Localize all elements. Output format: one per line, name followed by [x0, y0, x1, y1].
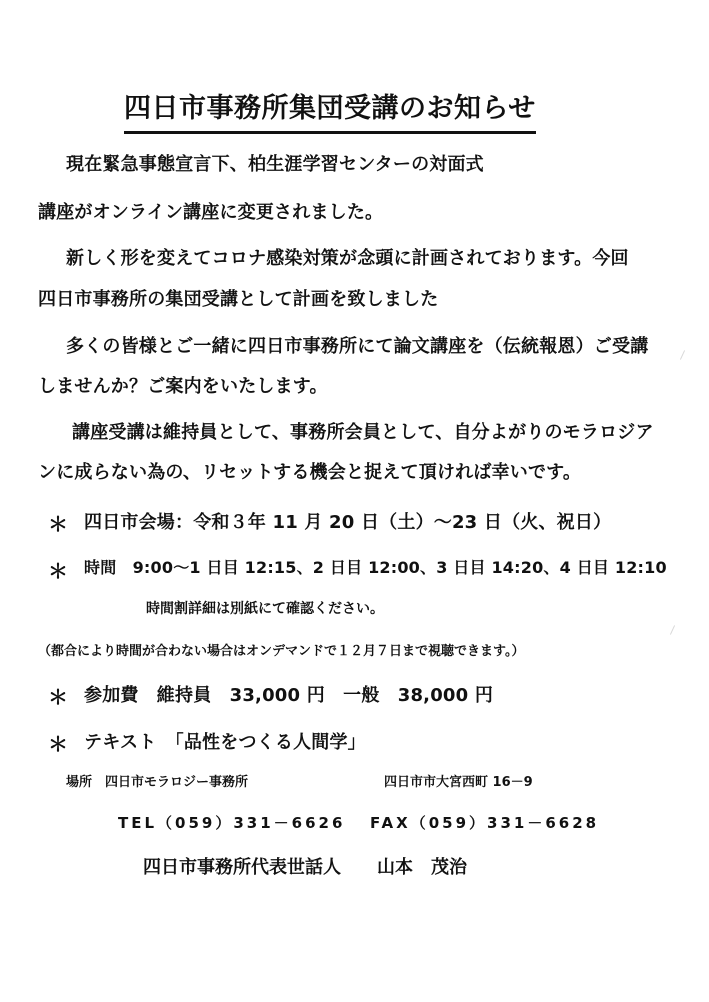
- representative-name: 山本 茂治: [377, 857, 467, 878]
- scan-mark: [670, 625, 675, 634]
- time-note: 時間割詳細は別紙にて確認ください。: [146, 601, 384, 617]
- venue-line: 四日市会場：令和３年 11 月 20 日（土）～23 日（火、祝日）: [84, 512, 612, 533]
- bullet-asterisk: ＊: [48, 512, 68, 536]
- paragraph-line-1: 現在緊急事態宣言下、柏生涯学習センターの対面式: [66, 154, 484, 175]
- representative-role: 四日市事務所代表世話人: [143, 857, 341, 878]
- bullet-asterisk: ＊: [48, 559, 68, 583]
- paragraph-line-6: しませんか？ご案内をいたします。: [38, 376, 328, 397]
- paragraph-line-8: ンに成らない為の、リセットする機会と捉えて頂ければ幸いです。: [38, 462, 582, 483]
- place-label: 場所 四日市モラロジー事務所: [66, 775, 249, 790]
- bullet-asterisk: ＊: [48, 732, 68, 756]
- page-title: 四日市事務所集団受講のお知らせ: [124, 86, 536, 134]
- bullet-asterisk: ＊: [48, 685, 68, 709]
- paragraph-line-7: 講座受講は維持員として、事務所会員として、自分よがりのモラロジア: [72, 422, 654, 443]
- fax-number: FAX（059）331－6628: [370, 814, 600, 832]
- paragraph-line-5: 多くの皆様とご一緒に四日市事務所にて論文講座を（伝統報恩）ご受講: [66, 336, 649, 357]
- address: 四日市市大宮西町 16－9: [384, 775, 533, 790]
- ondemand-note: （都合により時間が合わない場合はオンデマンドで１２月７日まで視聴できます。）: [38, 644, 525, 659]
- fee-line: 参加費 維持員 33,000 円 一般 38,000 円: [84, 685, 494, 706]
- paragraph-line-3: 新しく形を変えてコロナ感染対策が念頭に計画されております。今回: [66, 248, 629, 269]
- tel-number: TEL（059）331－6626: [118, 814, 346, 832]
- scan-mark: [680, 350, 685, 359]
- text-line: テキスト 「品性をつくる人間学」: [84, 732, 366, 753]
- paragraph-line-2: 講座がオンライン講座に変更されました。: [38, 202, 384, 223]
- paragraph-line-4: 四日市事務所の集団受講として計画を致しました: [38, 289, 439, 310]
- time-line: 時間 9:00～1 日目 12:15、2 日目 12:00、3 日目 14:20、4 日目 12:10: [84, 558, 667, 577]
